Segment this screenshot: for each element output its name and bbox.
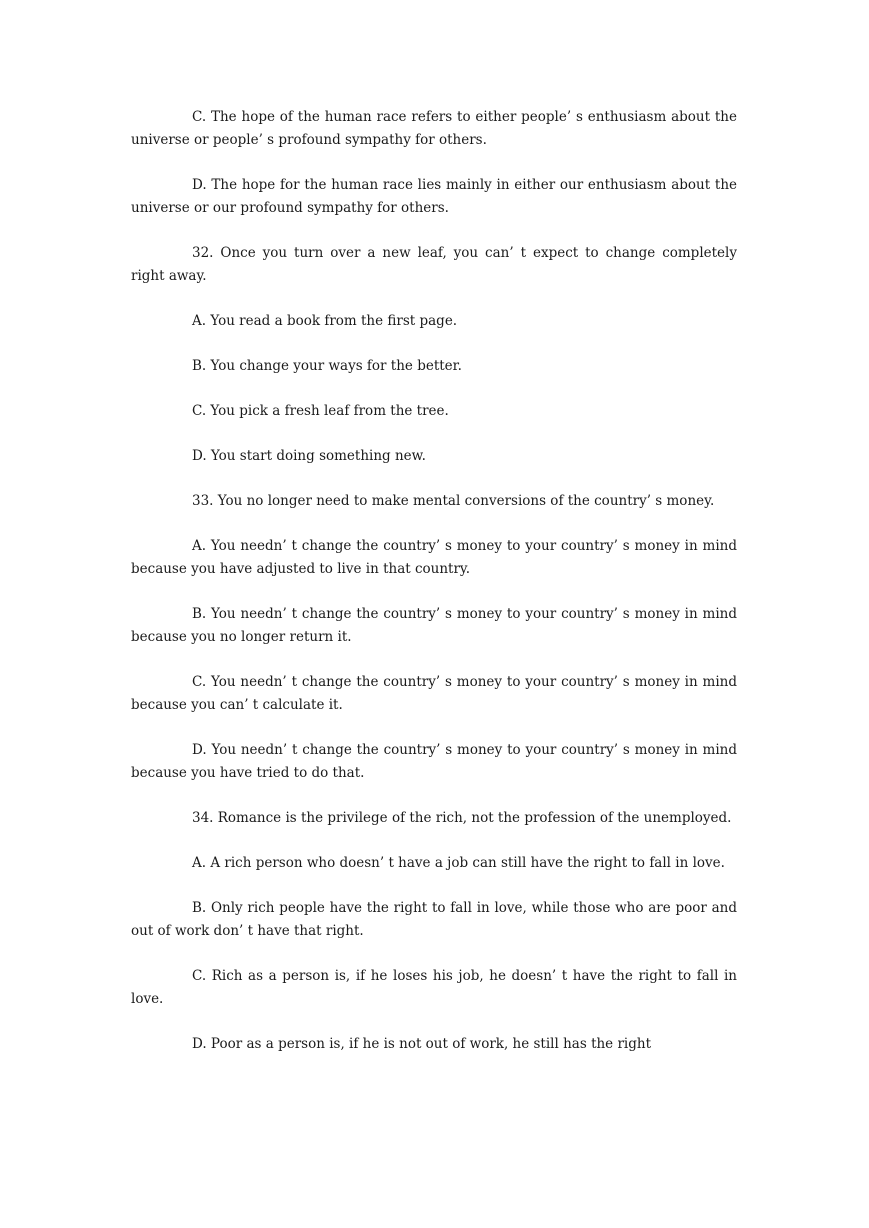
option-a-q33: A. You needn’ t change the country’ s money to your country’ s money in mind because you have adjusted to live in that country. — [131, 538, 737, 577]
option-d-q33: D. You needn’ t change the country’ s money to your country’ s money in mind because you have tried to do that. — [131, 742, 737, 781]
option-b-q32: B. You change your ways for the better. — [192, 358, 462, 374]
option-d-q31: D. The hope for the human race lies mainly in either our enthusiasm about the universe or our profound sympathy for others. — [131, 177, 737, 216]
option-b-q33: B. You needn’ t change the country’ s money to your country’ s money in mind because you no longer return it. — [131, 606, 737, 645]
option-a-q32: A. You read a book from the first page. — [192, 313, 458, 329]
document-page — [131, 106, 737, 1056]
option-c-q33: C. You needn’ t change the country’ s money to your country’ s money in mind because you can’ t calculate it. — [131, 674, 737, 713]
option-a-q34: A. A rich person who doesn’ t have a job can still have the right to fall in love. — [192, 855, 725, 871]
option-c-q34: C. Rich as a person is, if he loses his job, he doesn’ t have the right to fall in love. — [131, 968, 737, 1007]
option-d-q34: D. Poor as a person is, if he is not out of work, he still has the right — [192, 1036, 651, 1052]
option-c-q31: C. The hope of the human race refers to either people’ s enthusiasm about the universe or people’ s profound sympathy for others. — [131, 109, 737, 148]
question-34: 34. Romance is the privilege of the rich, not the profession of the unemployed. — [192, 810, 732, 826]
option-c-q32: C. You pick a fresh leaf from the tree. — [192, 403, 449, 419]
question-33: 33. You no longer need to make mental conversions of the country’ s money. — [192, 493, 715, 509]
question-32: 32. Once you turn over a new leaf, you can’ t expect to change completely right away. — [131, 245, 737, 284]
option-b-q34: B. Only rich people have the right to fall in love, while those who are poor and out of work don’ t have that right. — [131, 900, 737, 939]
option-d-q32: D. You start doing something new. — [192, 448, 426, 464]
